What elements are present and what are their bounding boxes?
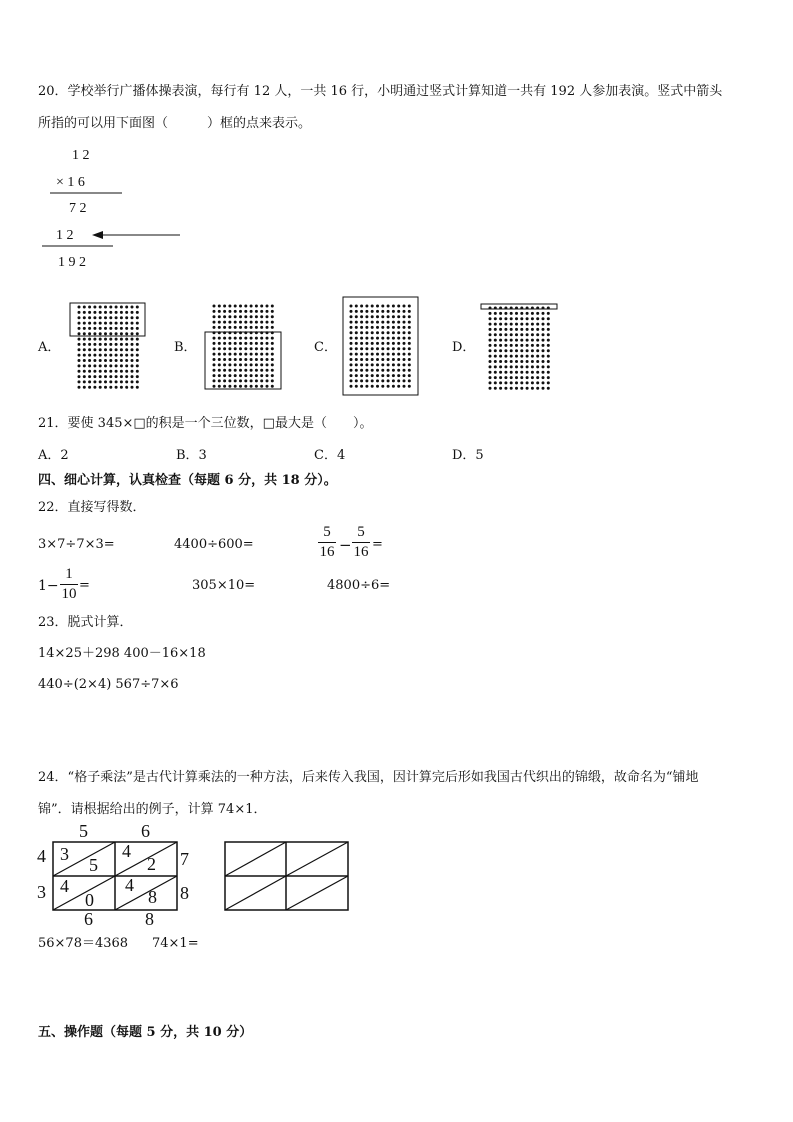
q23-line2: 440÷(2×4) 567÷7×6 — [38, 677, 179, 692]
lattice-cell-digit: 5 — [89, 855, 98, 875]
q21-option-c[interactable]: C．4 — [314, 448, 346, 463]
q21-option-d[interactable]: D．5 — [452, 448, 484, 463]
lattice-cell-digit: 4 — [125, 875, 134, 895]
vertical-row4: 1 2 — [56, 228, 74, 243]
q21-option-b[interactable]: B．3 — [176, 448, 207, 463]
lattice-right-digit-1: 7 — [180, 849, 189, 869]
lattice-task: 74×1= — [152, 936, 199, 951]
q22-fraction-1: 5 16 — [319, 524, 335, 560]
q22-equals-4: = — [79, 578, 90, 593]
q22-expr-6: 4800÷6= — [327, 578, 391, 593]
q21-text: 21．要使 345×□的积是一个三位数，□最大是（ ）。 — [38, 416, 373, 431]
lattice-left-digit-1: 4 — [37, 846, 46, 866]
q22-minus-sign: − — [339, 536, 352, 554]
lattice-cell-digit: 4 — [60, 876, 69, 896]
lattice-top-digit-1: 5 — [79, 821, 88, 841]
lattice-cell-digit: 2 — [147, 854, 156, 874]
q23-title: 23．脱式计算． — [38, 615, 133, 630]
section4-title: 四、细心计算，认真检查（每题 6 分，共 18 分）。 — [38, 473, 337, 488]
q22-expr-2: 4400÷600= — [174, 537, 254, 552]
lattice-bottom-digit-1: 6 — [84, 909, 93, 929]
lattice-cell-digit: 3 — [60, 844, 69, 864]
q22-one-minus: 1− — [38, 578, 59, 594]
q20-option-c[interactable]: C． — [314, 340, 337, 355]
q24-line1: 24．“格子乘法”是古代计算乘法的一种方法，后来传入我国，因计算完后形如我国古代织出的锦缎，故命名为“铺地 — [38, 770, 699, 785]
lattice-cell-digit: 4 — [122, 841, 131, 861]
q21-option-a[interactable]: A．2 — [38, 448, 69, 463]
lattice-bottom-digit-2: 8 — [145, 909, 154, 929]
q22-equals-3: = — [372, 537, 383, 552]
q20-option-b[interactable]: B． — [174, 340, 197, 355]
q22-fraction-4: 1 10 — [61, 566, 77, 602]
lattice-cell-digit: 0 — [85, 890, 94, 910]
vertical-row5: 1 9 2 — [58, 255, 86, 270]
q22-expr-1: 3×7÷7×3= — [38, 537, 115, 552]
lattice-top-digit-2: 6 — [141, 821, 150, 841]
lattice-right-digit-2: 8 — [180, 883, 189, 903]
q22-title: 22．直接写得数． — [38, 500, 146, 515]
q20-option-d[interactable]: D． — [452, 340, 476, 355]
q22-fraction-2: 5 16 — [353, 524, 369, 560]
lattice-cell-digit: 8 — [148, 887, 157, 907]
vertical-row2: × 1 6 — [56, 175, 85, 190]
q20-line1: 20．学校举行广播体操表演，每行有 12 人，一共 16 行，小明通过竖式计算知道一共有 192 人参加表演。竖式中箭头 — [38, 84, 723, 99]
q23-line1: 14×25＋298 400－16×18 — [38, 646, 206, 661]
vertical-row1: 1 2 — [72, 148, 90, 163]
q20-line2: 所指的可以用下面图（ ）框的点来表示。 — [38, 116, 312, 131]
q24-line2: 锦”．请根据给出的例子，计算 74×1． — [38, 802, 267, 817]
lattice-left-digit-2: 3 — [37, 882, 46, 902]
lattice-example-result: 56×78＝4368 — [38, 936, 129, 951]
q20-option-a[interactable]: A． — [38, 340, 61, 355]
section5-title: 五、操作题（每题 5 分，共 10 分） — [38, 1025, 253, 1040]
q22-expr-5: 305×10= — [192, 578, 256, 593]
vertical-row3: 7 2 — [69, 201, 87, 216]
